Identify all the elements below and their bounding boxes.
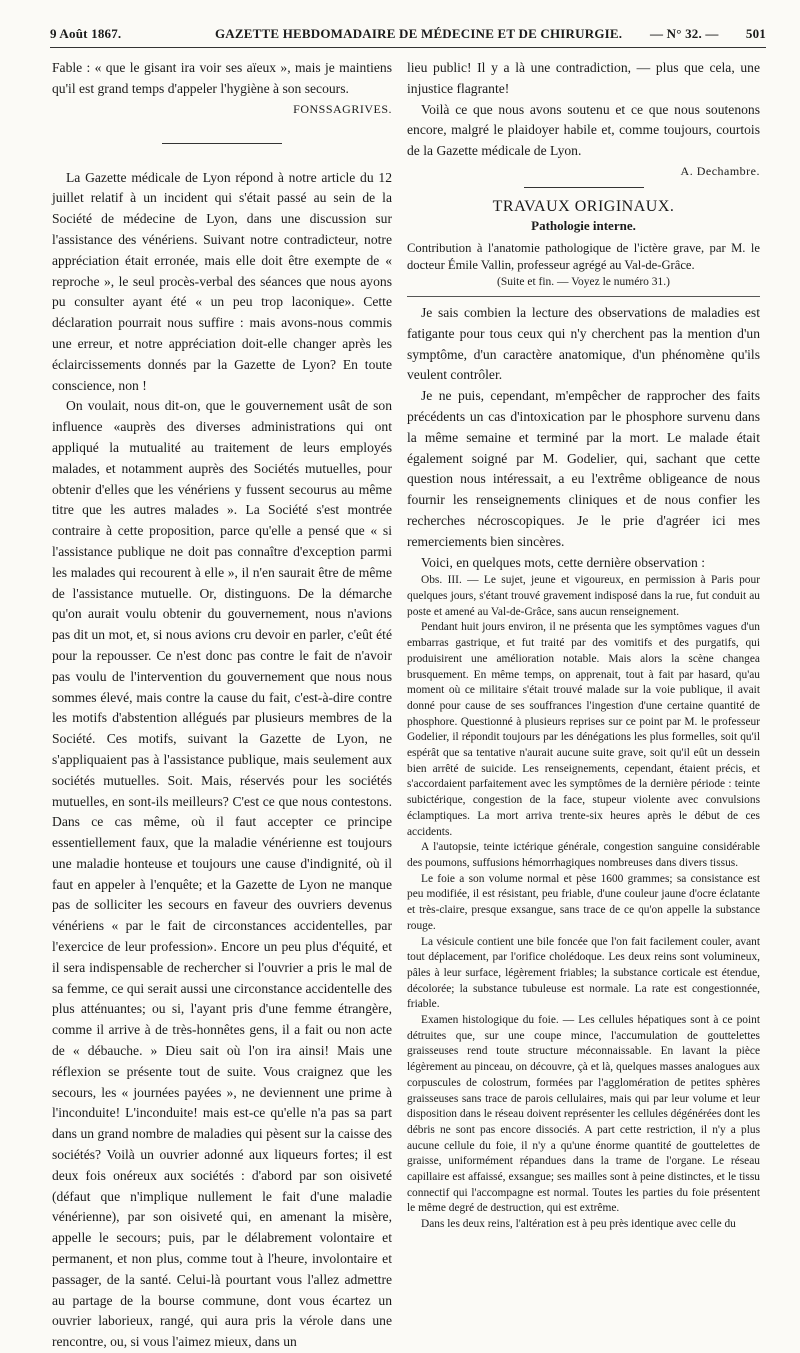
quote-paragraph: Fable : « que le gisant ira voir ses aïeux », mais je maintiens qu'il est grand temps d'appeler l'hygiène à son secours. (52, 60, 392, 96)
header-issue-number: — N° 32. — (650, 26, 719, 41)
header-rule (50, 47, 766, 48)
left-column (52, 58, 392, 1353)
header-page-number: 501 (745, 26, 766, 41)
header-title: GAZETTE HEBDOMADAIRE DE MÉDECINE ET DE CHIRURGIE. (215, 26, 623, 41)
observation-paragraph: Dans les deux reins, l'altération est à peu près identique avec celle du (421, 1218, 736, 1231)
article-paragraph: Voici, en quelques mots, cette dernière observation : (421, 554, 706, 570)
right-column (407, 58, 760, 1233)
section-separator (524, 187, 644, 188)
article-paragraph: La Gazette médicale de Lyon répond à notre article du 12 juillet relatif à un incident qui s'était passé au sein de la Société de médecine de Lyon, dans une discussion sur l'assistance des vénériens. Suivant notre contradicteur, notre appréciation était erronée, mais elle doit être exempte de « reproche », le seul procès-verbal des séances que nous ayons pu consulter ayant été « un peu trop laconique». Cette déclaration pourrait nous suffire : mais avons-nous commis une erreur, et notre appréciation doit-elle changer après les éclaircissements donnés par la Gazette de Lyon? En toute conscience, non ! (52, 169, 392, 393)
article-signature: A. Dechambre. (680, 163, 760, 178)
article-paragraph: Je ne puis, cependant, m'empêcher de rapprocher des faits précédents un cas d'intoxication par le phosphore survenu dans la même semaine et terminé par la mort. Le malade était également soigné par M. Godelier, qui, sachant que cette question nous intéressait, a eu l'extrême obligeance de nous fournir les renseignements cliniques et de nous confier les recherches nécroscopiques. Je le prie d'agréer ici mes remerciements bien sincères. (407, 388, 760, 549)
running-header (50, 26, 766, 46)
article-paragraph: Voilà ce que nous avons soutenu et ce que nous soutenons encore, malgré le plaidoyer habile et, comme toujours, courtois de la Gazette médicale de Lyon. (407, 101, 760, 159)
continuation-note: (Suite et fin. — Voyez le numéro 31.) (497, 275, 670, 288)
section-title: TRAVAUX ORIGINAUX. (492, 197, 675, 215)
observation-paragraph: Pendant huit jours environ, il ne présenta que les symptômes vagues d'un embarras gastrique, et fut traité par des vomitifs et des purgatifs, qui produisirent une amélioration notable. Mais alors la scène changea brusquement. En même temps, on apprenait, tout à fait par hasard, qu'au moment où ce militaire s'était trouvé malade sur la voie publique, il avait donné pour cause de ses souffrances l'ingestion d'une certaine quantité de phosphore. Questionné à plusieurs reprises sur ce point par M. le professeur Godelier, il répondit toujours par les dénégations les plus formelles, soit qu'il espérât que sa tentative n'aurait aucune suite grave, soit qu'il eût un dessein bien arrêté de suicide. Les renseignements, cependant, étaient précis, et s'accordaient parfaitement avec les symptômes de la dernière période : teinte subictérique, congestion de la face, stupeur violente avec convulsions éclamptiques. La mort arriva trente-six heures après le début de ces accidents. (407, 621, 760, 838)
observation-paragraph: Obs. III. — Le sujet, jeune et vigoureux, en permission à Paris pour quelques jours, s'étant trouvé gravement indisposé dans la rue, fut conduit au poste et amené au Val-de-Grâce, sans aucun renseignement. (407, 574, 760, 618)
observation-paragraph: A l'autopsie, teinte ictérique générale, congestion sanguine considérable des poumons, suffusions hémorrhagiques nombreuses dans divers tissus. (407, 841, 760, 869)
article-continuation: lieu public! Il y a là une contradiction, — plus que cela, une injustice flagrante! (407, 60, 760, 96)
section-subtitle: Pathologie interne. (531, 217, 636, 233)
article-paragraph: Je sais combien la lecture des observations de maladies est fatigante pour tous ceux qui n'y cherchent pas la mention d'un symptôme, d'un caractère anatomique, d'un phénomène qu'ils veulent contrôler. (407, 304, 760, 383)
article-paragraph: On voulait, nous dit-on, que le gouvernement usât de son influence «auprès des diverses administrations qui ont appliqué la mutualité au traitement de leurs employés malades, et notamment auprès des Sociétés mutuelles, pour obtenir d'elles que les vénériens y fussent secourus au même titre que les autres malades ». La Société s'est montrée contraire à cette proposition, parce qu'elle a pensé que « si l'assistance publique ne doit pas connaître d'exception parmi les malades qui recourent à elle », il n'en saurait être de même de l'assistance mutuelle. Or, distinguons. De la démarche qu'on aurait voulu obtenir du gouvernement, nous n'avions pas dit un mot, et, si nous avions cru devoir en parler, c'eût été pour la repousser. Ce n'est donc pas contre le fait de n'avoir pas voulu de l'intervention du gouvernement que nous nous sommes élevé, mais contre la cause du fait, c'est-à-dire contre les motifs d'abstention allégués par plusieurs membres de la Société. Ces motifs, suivant la Gazette de Lyon, ne s'appliquaient pas à l'assistance publique, mais seulement aux sociétés mutuelles. Soit. Mais, réservés pour les sociétés mutuelles, en sont-ils meilleurs? C'est ce que nous contestons. Dans ce cas même, où il faut accepter ce principe essentiellement faux, que la maladie vénérienne est toujours une maladie honteuse et toujours une cause d'indignité, où il faut en appeler à l'enquête; et la Gazette de Lyon ne manque pas de solliciter les secours en faveur des ouvriers devenus vénériens « par le fait de circonstances accidentelles, par l'exercice de leur profession». Encore un peu plus d'équité, et il sera indispensable de rechercher si l'ouvrier a pris le mal de sa femme, ce qui serait aussi une circonstance accidentelle des plus atténuantes; ou si, l'ayant pris d'une femme étrangère, comme il arrive à de très-honnêtes gens, il a fait ou non acte de « débauche. » Dieu sait où l'on ira ainsi! Mais une réflexion se présente tout de suite. Vous craignez que les secours, les « journées payées », ne deviennent une prime à l'inconduite! L'inconduite! mais est-ce qu'elle n'a pas sa part dans un grand nombre de maladies qui pèsent sur la caisse des sociétés? Voilà un ouvrier adonné aux liqueurs fortes; il est deux fois onéreux aux sociétés : d'abord par son oisiveté (défaut que n'implique nullement le fait d'une maladie vénérienne), par son oisiveté qui, en amenant la misère, appelle le secours; puis, par le délabrement volontaire et permanent, et non plus, comme tout à l'heure, involontaire et passager, de la santé. Celui-là pourtant vous l'allez admettre au partage de la bourse commune, dont vous écartez un ouvrier laborieux, rangé, qui aura pris la vérole dans une rencontre, ou, si vous l'aimez mieux, dans un (52, 398, 392, 1350)
quote-signature: FONSSAGRIVES. (293, 101, 392, 116)
contribution-title: Contribution à l'anatomie pathologique de l'ictère grave, par M. le docteur Émile Vallin, professeur agrégé au Val-de-Grâce. (407, 240, 760, 272)
observation-paragraph: La vésicule contient une bile foncée que l'on fait facilement couler, avant tout déplacement, par l'orifice cholédoque. Les deux reins sont volumineux, pâles à leur surface, légèrement friables; la substance corticale est étendue, décolorée; la substance tubuleuse est normale. La rate est congestionnée, friable. (407, 935, 760, 1011)
thin-rule (407, 296, 760, 297)
header-date: 9 Août 1867. (50, 26, 122, 41)
observation-paragraph: Le foie a son volume normal et pèse 1600 grammes; sa consistance est peu modifiée, il est résistant, peu friable, d'une couleur jaune d'ocre éclatante et très-claire, presque exsangue, sans trace de ce qu'on appelle la substance rouge. (407, 872, 760, 932)
observation-paragraph: Examen histologique du foie. — Les cellules hépatiques sont à ce point détruites que, sur une coupe mince, l'accumulation de gouttelettes graisseuses rend toute structure méconnaissable. En lavant la pièce légèrement au pinceau, on découvre, çà et là, quelques masses analogues aux corpuscules de colostrum, formées par l'agglomération de petites sphères graisseuses sans trace de parois cellulaires, mais qui par leur volume et leur disposition dans le réseau doivent représenter les cellules dégénérées dont les débris ne sont pas encore dissociés. A part cette restriction, il n'y a plus aucune cellule du foie, il n'y a qu'une énorme quantité de gouttelettes de graisse, uniformément répandues dans la trame de l'organe. Le réseau capillaire est affaissé, exsangue; ses mailles sont à peine distinctes, et le tissu connectif qui l'accompagne est normal. Toutes les parties du foie présentent le même degré de destruction, qui est extrême. (407, 1014, 760, 1215)
section-separator (162, 143, 282, 144)
